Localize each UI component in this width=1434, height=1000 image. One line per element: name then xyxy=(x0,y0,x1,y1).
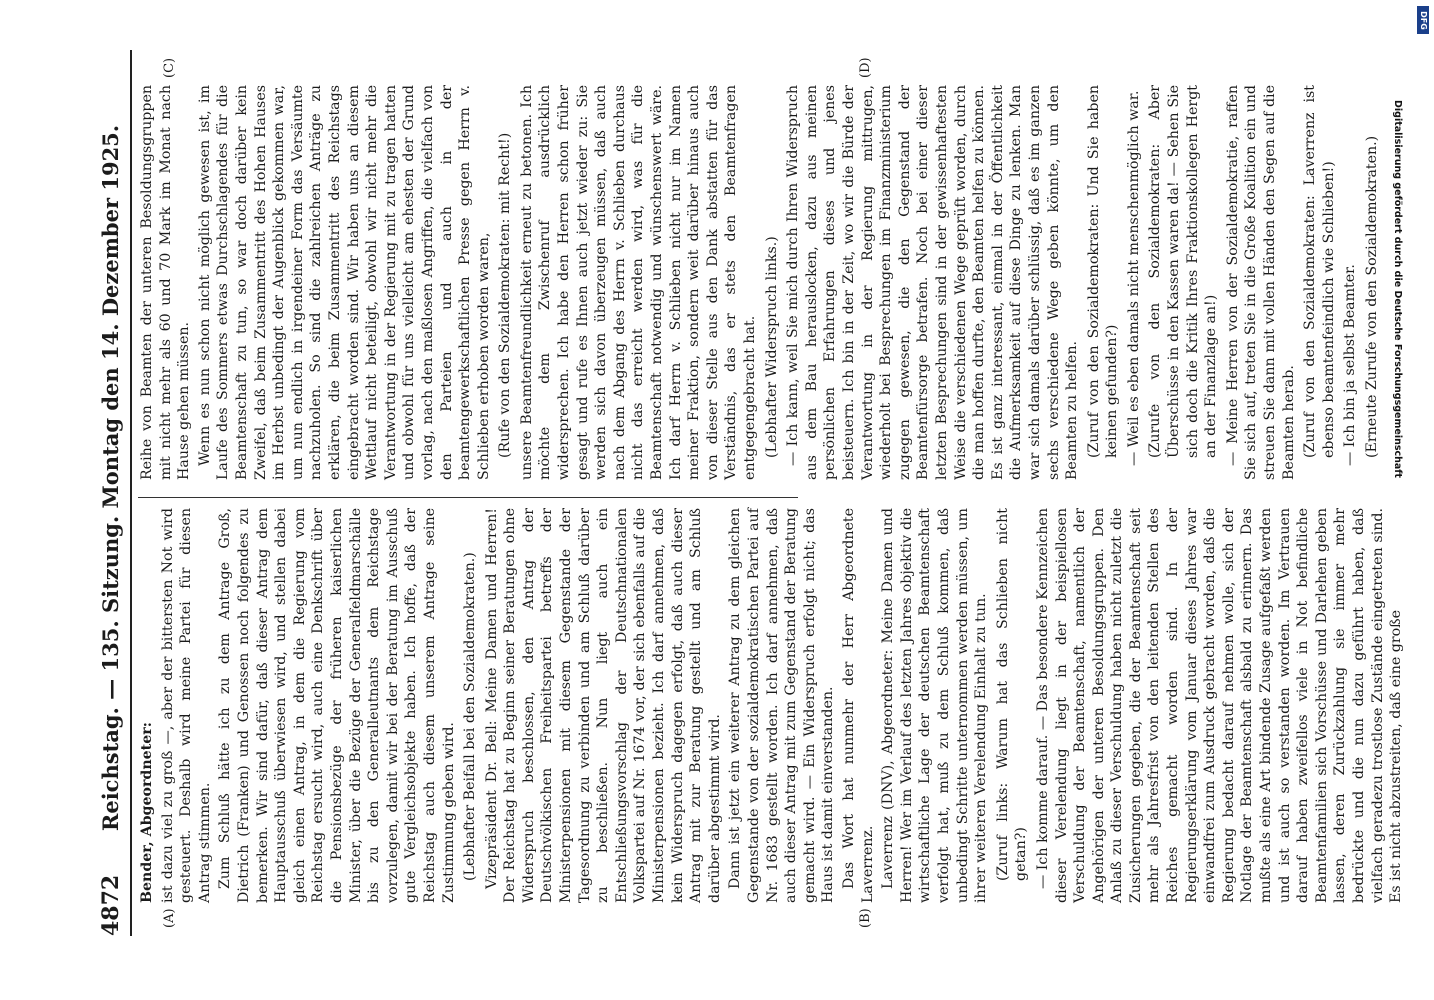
paragraph: — Meine Herren von der Sozialdemokratie, raffen Sie sich auf, treten Sie in die Große Koalition ein und streuen Sie dann mit vollen Händen den Segen auf die Beamten herab. xyxy=(1224,85,1297,480)
paragraph: Bender, Abgeordneter: xyxy=(139,722,155,903)
interjection: (Zuruf von den Sozialdemokraten: Und Sie haben keinen gefunden?) xyxy=(1085,85,1121,458)
header-rule xyxy=(130,50,132,936)
paragraph: Reihe von Beamten der unteren Besoldungsgruppen mit nicht mehr als 60 und 70 Mark im Monat nach Hause gehen müssen. xyxy=(139,85,193,480)
interjection: (Zuruf von den Sozialdemokraten: Laverrenz ist ebenso beamtenfeindlich wie Schlieben!) xyxy=(1302,85,1337,458)
column-divider xyxy=(138,497,798,498)
digitization-credit: Digitalisierung gefördert durch die Deutsche Forschungsgemeinschaft xyxy=(1392,100,1403,478)
paragraph: Dann ist jetzt ein weiterer Antrag zu dem gleichen Gegenstande von der sozialdemokratischen Partei auf Nr. 1683 gestellt worden. Ich darf annehmen, daß auch dieser Antrag mit zum Gegenstand der Beratung gemacht wird. — Ein Widerspruch erfolgt nicht; das Haus ist damit einverstanden. xyxy=(727,508,837,903)
dfg-logo-text: DFG xyxy=(1418,10,1428,30)
interjection: (Lebhafter Widerspruch links.) xyxy=(763,236,780,458)
interjection: (Erneute Zurufe von den Sozialdemokraten.) xyxy=(1364,135,1380,458)
margin-marker-b: (B) xyxy=(858,908,873,928)
paragraph: — Weil es eben damals nicht menschenmöglich war. xyxy=(1125,90,1142,466)
paragraph: Wenn es nun schon nicht möglich gewesen ist, im Laufe des Sommers etwas Durchschlagendes für die Beamtenschaft zu tun, so war doch darüber kein Zweifel, daß beim Zusammentritt des Hohen Hauses im Herbst unbedingt der Augenblick gekommen war, um nun endlich in irgendeiner Form das Versäumte nachzuholen. So sind die zahlreichen Anträge zu erklären, die beim Zusammentritt des Reichstags eingebracht worden sind. Wir haben uns an diesem Wettlauf nicht beteiligt, obwohl wir nicht mehr die Verantwortung in der Regierung mit zu tragen hatten und obwohl für uns vielleicht am ehesten der Grund vorlag, nach den maßlosen Angriffen, die vielfach von den Parteien und auch in der beamtengewerkschaftlichen Presse gegen Herrn v. Schlieben erhoben worden waren, xyxy=(196,85,492,480)
paragraph: Zum Schluß hätte ich zu dem Antrage Groß, Dietrich (Franken) und Genossen noch folgendes zu bemerken. Wir sind dafür, daß dieser Antrag dem Hauptausschuß überwiesen wird, und stellen dabei gleich einen Antrag, in dem die Regierung vom Reichstag ersucht wird, auch eine Denkschrift über die Pensionsbezüge der früheren kaiserlichen Minister, über die Bezüge der Generalfeldmarschälle bis zu den Generalleutnants dem Reichstage vorzulegen, damit wir bei der Beratung im Ausschuß gute Vergleichsobjekte haben. Ich hoffe, daß der Reichstag auch diesem unserem Antrage seine Zustimmung geben wird. xyxy=(217,508,457,903)
dfg-logo xyxy=(1417,6,1429,34)
margin-marker-a: (A) xyxy=(162,908,177,928)
interjection: (Lebhafter Beifall bei den Sozialdemokraten.) xyxy=(462,552,479,881)
left-text-column xyxy=(138,508,1408,903)
paragraph: — Ich komme darauf. — Das besondere Kennzeichen dieser Verelendung liegt in der beispiellosen Verschuldung der Beamtenschaft, namentlich der Angehörigen der unteren Besoldungsgruppen. Den Anlaß zu dieser Verschuldung haben nicht zuletzt die Zusicherungen gegeben, die der Beamtenschaft seit mehr als Jahresfrist von den leitenden Stellen des Reiches gemacht worden sind. In der Regierungserklärung vom Januar dieses Jahres war einwandfrei zum Ausdruck gebracht worden, daß die Regierung bedacht darauf nehmen wolle, sich der Notlage der Beamtenschaft alsbald zu erinnern. Das mußte als eine Art bindende Zusage aufgefaßt werden und ist auch so verstanden worden. Im Vertrauen darauf haben zweifellos viele in Not befindliche Beamtenfamilien sich Vorschüsse und Darlehen geben lassen, deren Zurückzahlung sie immer mehr bedrückte und die nun dazu geführt haben, daß vielfach geradezu trostlose Zustände eingetreten sind. Es ist nicht abzustreiten, daß eine große xyxy=(1034,508,1405,903)
paragraph: — Ich kann, weil Sie mich durch Ihren Widerspruch aus dem Bau herauslocken, dazu aus meinen persönlichen Erfahrungen dieses und jenes beisteuern. Ich bin in der Zeit, wo wir die Bürde der Verantwortung in der Regierung mittrugen, wiederholt bei Besprechungen im Finanzministerium zugegen gewesen, die den Gegenstand der Beamtenfürsorge betrafen. Noch bei einer dieser letzten Besprechungen sind in der gewissenhaftesten Weise die verschiedenen Wege geprüft worden, durch die man hoffen durfte, den Beamten helfen zu können. Es ist ganz interessant, einmal in der Öffentlichkeit die Aufmerksamkeit auf diese Dinge zu lenken. Man war sich damals darüber schlüssig, daß es im ganzen sechs verschiedene Wege geben könnte, um den Beamten zu helfen. xyxy=(785,85,1081,480)
interjection: (Rufe von den Sozialdemokraten: mit Recht!) xyxy=(497,132,514,458)
paragraph: Das Wort hat nunmehr der Herr Abgeordnete Laverrenz. xyxy=(840,508,876,903)
margin-marker-d: (D) xyxy=(858,57,873,78)
interjection: (Zurufe von den Sozialdemokraten: Aber Überschüsse in den Kassen waren da! — Sehen Sie sich doch die Kritik Ihres Fraktionskollegen Hergt an der Finanzlage an!) xyxy=(1147,85,1220,458)
page-header xyxy=(98,50,128,936)
paragraph: — Ich bin ja selbst Beamter. xyxy=(1342,264,1359,466)
interjection: (Zuruf links: Warum hat das Schlieben nicht getan?) xyxy=(994,508,1030,881)
rotated-scan-page xyxy=(98,28,1434,958)
right-text-column xyxy=(138,85,1385,480)
margin-marker-c: (C) xyxy=(162,57,177,78)
paragraph: unsere Beamtenfreundlichkeit erneut zu betonen. Ich möchte dem Zwischenruf ausdrücklich widersprechen. Ich habe den Herren schon früher gesagt und rufe es Ihnen auch jetzt wieder zu: Sie werden sich davon überzeugen müssen, daß auch nach dem Abgang des Herrn v. Schlieben durchaus nicht das erreicht werden wird, was für die Beamtenschaft notwendig und wünschenswert wäre. Ich darf Herrn v. Schlieben nicht nur im Namen meiner Fraktion, sondern weit darüber hinaus auch von dieser Stelle aus den Dank abstatten für das Verständnis, das er stets den Beamtenfragen entgegengebracht hat. xyxy=(518,85,758,480)
page-number: 4872 xyxy=(98,874,124,936)
paragraph: ist dazu viel zu groß —, aber der bittersten Not wird gesteuert. Deshalb wird meine Partei für diesen Antrag stimmen. xyxy=(159,508,213,903)
paragraph: Laverrenz (DNV), Abgeordneter: Meine Damen und Herren! Wer im Verlauf des letzten Jahres objektiv die wirtschaftliche Lage der deutschen Beamtenschaft verfolgt hat, muß zu dem Schluß kommen, daß unbedingt Schritte unternommen werden müssen, um ihrer weiteren Verelendung Einhalt zu tun. xyxy=(880,508,990,903)
page-title: Reichstag. — 135. Sitzung. Montag den 14. Dezember 1925. xyxy=(98,124,123,832)
paragraph: Vizepräsident Dr. Bell: Meine Damen und Herren! Der Reichstag hat zu Beginn seiner Beratungen ohne Widerspruch beschlossen, den Antrag der Deutschvölkischen Freiheitspartei betreffs der Ministerpensionen mit diesem Gegenstande der Tagesordnung zu verbinden und am Schluß darüber zu beschließen. Nun liegt auch ein Entschließungsvorschlag der Deutschnationalen Volkspartei auf Nr. 1674 vor, der sich ebenfalls auf die Ministerpensionen bezieht. Ich darf annehmen, daß kein Widerspruch dagegen erfolgt, daß auch dieser Antrag mit zur Beratung gestellt und am Schluß darüber abgestimmt wird. xyxy=(483,508,723,903)
